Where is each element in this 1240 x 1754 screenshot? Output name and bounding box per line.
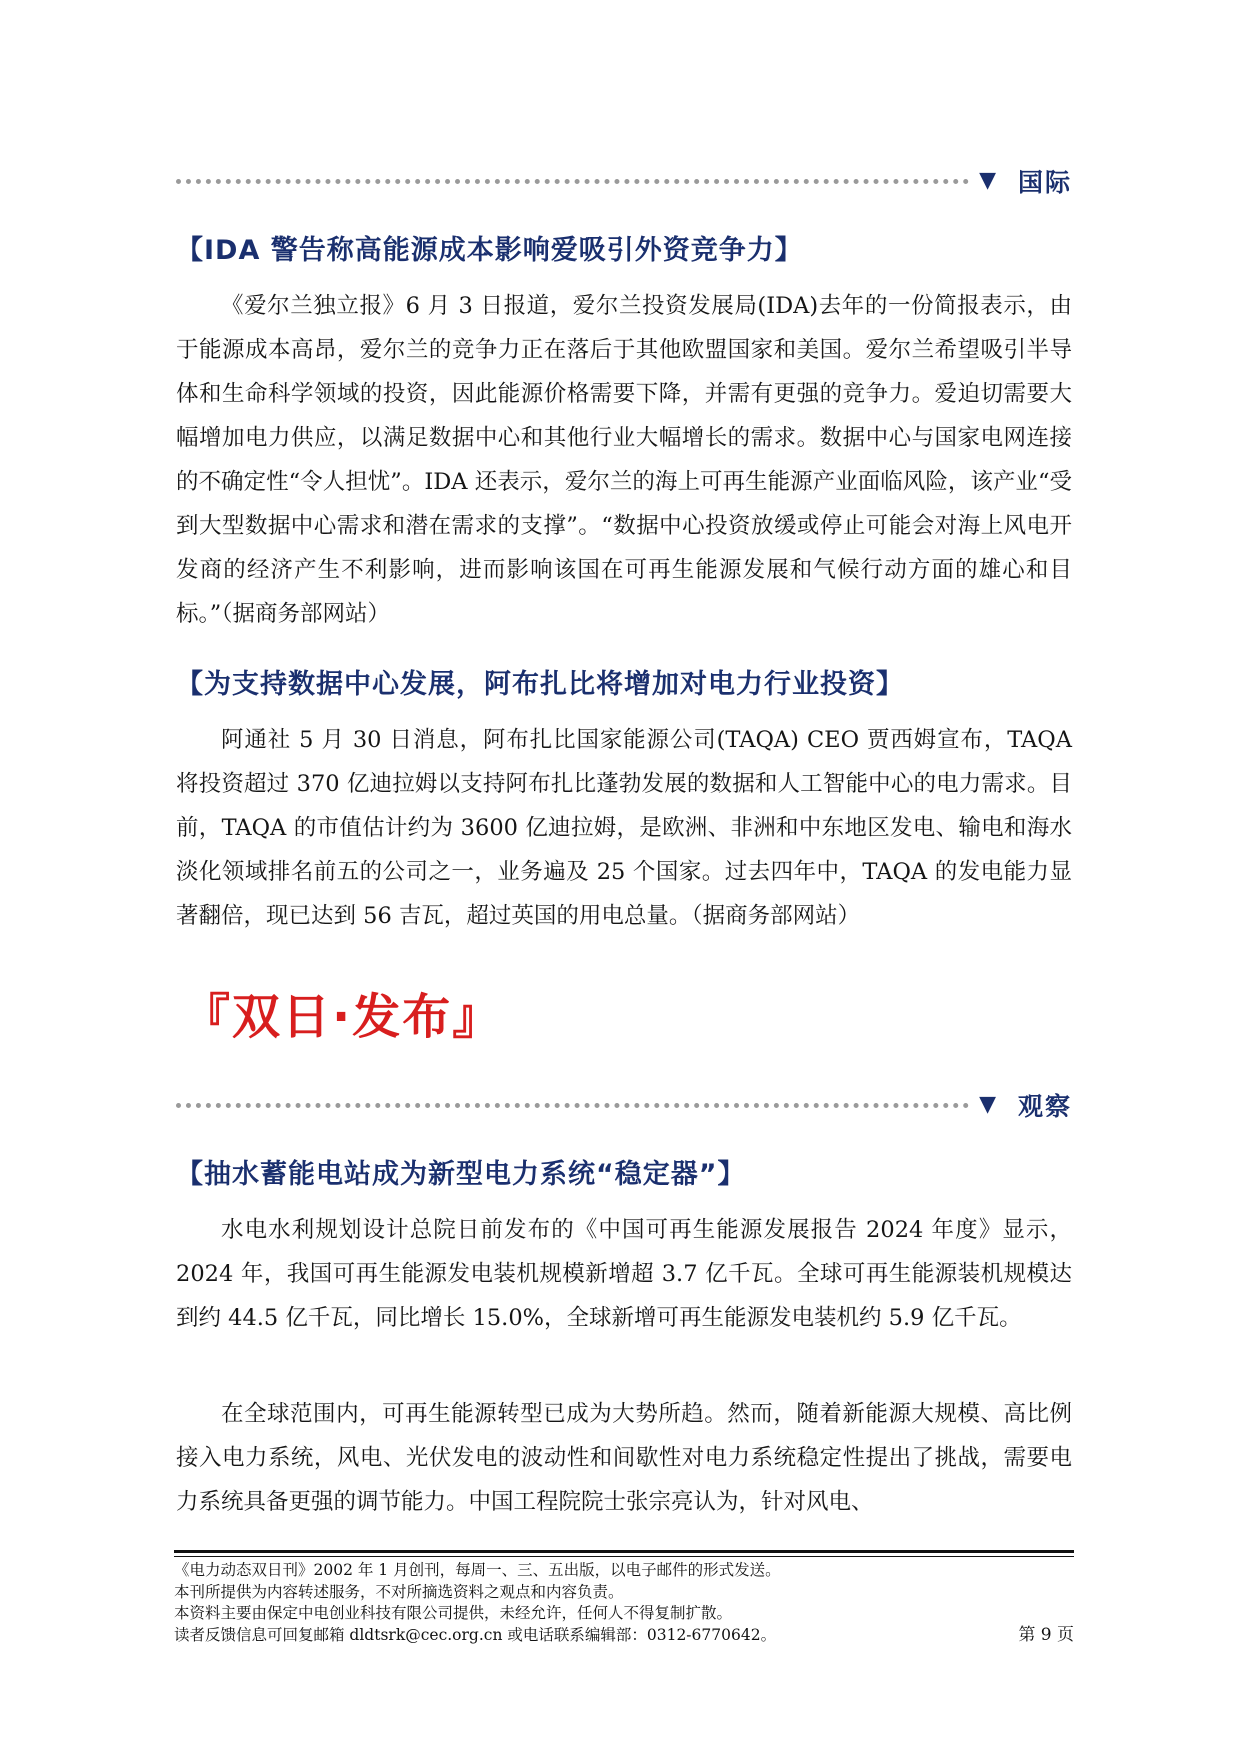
footer <box>174 1560 1074 1646</box>
section-divider-observation <box>176 1090 1072 1120</box>
footer-rule <box>174 1556 1074 1557</box>
triangle-down-icon: ▼ <box>979 168 996 193</box>
footer-line: 本资料主要由保定中电创业科技有限公司提供，未经允许，任何人不得复制扩散。 <box>174 1604 733 1622</box>
dotted-rule <box>176 1103 969 1108</box>
footer-line: 本刊所提供为内容转述服务，不对所摘选资料之观点和内容负责。 <box>174 1582 624 1601</box>
section-label: 观察 <box>1017 1092 1072 1121</box>
footer-rule <box>174 1550 1074 1553</box>
footer-line: 《电力动态双日刊》2002 年 1 月创刊，每周一、三、五出版，以电子邮件的形式发送。 <box>174 1561 781 1579</box>
footer-line: 读者反馈信息可回复邮箱 dldtsrk@cec.org.cn 或电话联系编辑部：0312-6770642。 <box>174 1625 777 1644</box>
section-divider-international <box>176 166 1072 196</box>
triangle-down-icon: ▼ <box>979 1092 996 1117</box>
article-paragraph: 水电水利规划设计总院日前发布的《中国可再生能源发展报告 2024 年度》显示，2024 年，我国可再生能源发电装机规模新增超 3.7 亿千瓦。全球可再生能源装机规模达到约 44.5 亿千瓦，同比增长 15.0%，全球新增可再生能源发电装机约 5.9 亿千瓦。 <box>176 1217 1072 1331</box>
section-label: 国际 <box>1017 168 1072 197</box>
article-paragraph: 阿通社 5 月 30 日消息，阿布扎比国家能源公司(TAQA) CEO 贾西姆宣布，TAQA 将投资超过 370 亿迪拉姆以支持阿布扎比蓬勃发展的数据和人工智能中心的电力需求。目前，TAQA 的市值估计约为 3600 亿迪拉姆，是欧洲、非洲和中东地区发电、输电和海水淡化领域排名前五的公司之一，业务遍及 25 个国家。过去四年中，TAQA 的发电能力显著翻倍，现已达到 56 吉瓦，超过英国的用电总量。（据商务部网站） <box>176 727 1072 929</box>
article-title: 【抽水蓄能电站成为新型电力系统“稳定器”】 <box>176 1159 746 1190</box>
article-paragraph: 《爱尔兰独立报》6 月 3 日报道，爱尔兰投资发展局(IDA)去年的一份简报表示，由于能源成本高昂，爱尔兰的竞争力正在落后于其他欧盟国家和美国。爱尔兰希望吸引半导体和生命科学领域的投资，因此能源价格需要下降，并需有更强的竞争力。爱迫切需要大幅增加电力供应，以满足数据中心和其他行业大幅增长的需求。数据中心与国家电网连接的不确定性“令人担忧”。IDA 还表示，爱尔兰的海上可再生能源产业面临风险，该产业“受到大型数据中心需求和潜在需求的支撑”。“数据中心投资放缓或停止可能会对海上风电开发商的经济产生不利影响，进而影响该国在可再生能源发展和气候行动方面的雄心和目标。”（据商务部网站） <box>176 293 1072 627</box>
article-title: 【IDA 警告称高能源成本影响爱吸引外资竞争力】 <box>176 235 803 266</box>
article-paragraph: 在全球范围内，可再生能源转型已成为大势所趋。然而，随着新能源大规模、高比例接入电力系统，风电、光伏发电的波动性和间歇性对电力系统稳定性提出了挑战，需要电力系统具备更强的调节能力。中国工程院院士张宗亮认为，针对风电、 <box>176 1401 1072 1515</box>
article-title: 【为支持数据中心发展，阿布扎比将增加对电力行业投资】 <box>176 669 904 700</box>
dotted-rule <box>176 179 969 184</box>
page-number: 第 9 页 <box>1018 1624 1074 1645</box>
publication-heading: 『双日·发布』 <box>182 989 503 1045</box>
